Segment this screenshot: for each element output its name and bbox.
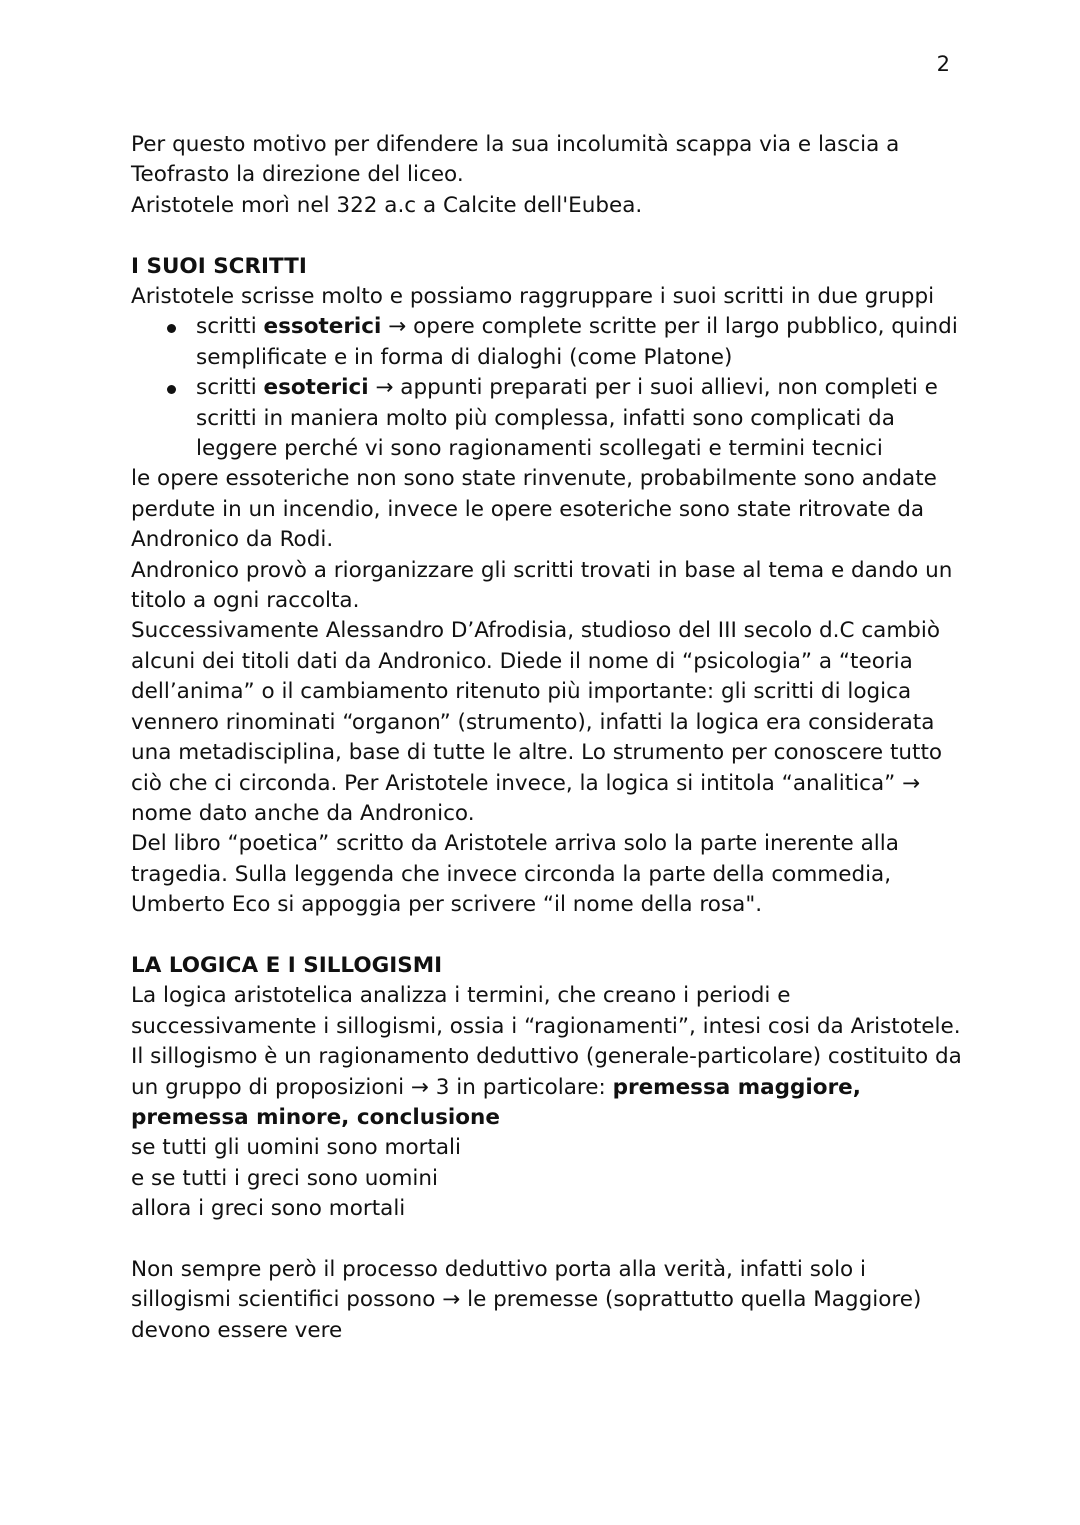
intro-paragraph: Per questo motivo per difendere la sua incolumità scappa via e lascia a Teofrasto la direzione del liceo. (131, 132, 900, 188)
document-body (131, 130, 971, 1346)
paragraph: Andronico provò a riorganizzare gli scritti trovati in base al tema e dando un titolo a ogni raccolta. (131, 557, 953, 614)
paragraph: La logica aristotelica analizza i termini, che creano i periodi e successivamente i sillogismi, ossia i “ragionamenti”, intesi cosi da Aristotele. (131, 983, 961, 1039)
paragraph: Aristotele scrisse molto e possiamo raggruppare i suoi scritti in due gruppi (131, 284, 935, 310)
section-heading-logica: LA LOGICA E I SILLOGISMI (131, 952, 443, 978)
example-line: e se tutti i greci sono uomini (131, 1165, 438, 1191)
paragraph: le opere essoteriche non sono state rinvenute, probabilmente sono andate perdute in un incendio, invece le opere esoteriche sono state ritrovate da Andronico da Rodi. (131, 466, 937, 553)
page-number: 2 (936, 52, 950, 76)
example-line: allora i greci sono mortali (131, 1196, 406, 1222)
example-line: se tutti gli uomini sono mortali (131, 1135, 462, 1161)
section-heading-scritti: I SUOI SCRITTI (131, 253, 307, 279)
paragraph: Il sillogismo è un ragionamento deduttivo (generale-particolare) costituito da un gruppo di proposizioni → 3 in particolare: premessa maggiore, premessa minore, conclusione (131, 1044, 962, 1130)
paragraph: Non sempre però il processo deduttivo porta alla verità, infatti solo i sillogismi scientifici possono → le premesse (soprattutto quella Maggiore) devono essere vere (131, 1256, 922, 1343)
paragraph: Successivamente Alessandro D’Afrodisia, studioso del III secolo d.C cambiò alcuni dei titoli dati da Andronico. Diede il nome di “psicologia” a “teoria dell’anima” o il cambiamento ritenuto più importante: gli scritti di logica vennero rinominati “organon” (strumento), infatti la logica era considerata una metadisciplina, base di tutte le altre. Lo strumento per conoscere tutto ciò che ci circonda. Per Aristotele invece, la logica si intitola “analitica” → nome dato anche da Andronico. (131, 618, 943, 826)
paragraph: Del libro “poetica” scritto da Aristotele arriva solo la parte inerente alla tragedia. Sulla leggenda che invece circonda la parte della commedia, Umberto Eco si appoggia per scrivere “il nome della rosa". (131, 831, 899, 918)
list-item: scritti esoterici → appunti preparati per i suoi allievi, non completi e scritti in maniera molto più complessa, infatti sono complicati da leggere perché vi sono ragionamenti scollegati e termini tecnici (196, 375, 938, 462)
scritti-list (131, 312, 971, 464)
list-item: scritti essoterici → opere complete scritte per il largo pubblico, quindi semplificate e in forma di dialoghi (come Platone) (196, 314, 958, 370)
intro-paragraph: Aristotele morì nel 322 a.c a Calcite dell'Eubea. (131, 192, 643, 218)
